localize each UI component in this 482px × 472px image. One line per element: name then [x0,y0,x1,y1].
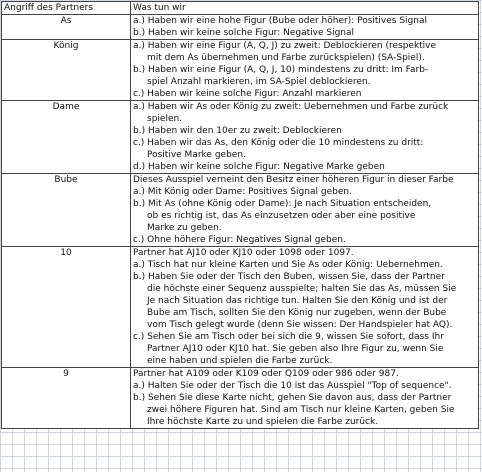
response-line: a.) Halten Sie oder der Tisch die 10 ist das Ausspiel "Top of sequence". [133,381,452,391]
response-line: zwei höhere Figuren hat. Sind am Tisch nur kleine Karten, geben Sie [147,405,455,415]
header-cell-partner-lead[interactable]: Angriff des Partners [2,2,131,15]
response-cell[interactable] [131,40,479,101]
response-line: b.) Haben wir eine Figur (A, Q, J, 10) mindestens zu dritt: Im Farb- [133,65,429,75]
response-line: Marke zu geben. [147,223,222,233]
response-line: Positive Marke geben. [147,150,246,160]
lead-card-cell[interactable]: Bube [2,174,131,247]
response-line: c.) Ohne höhere Figur: Negatives Signal geben. [133,235,346,245]
response-line: b.) Mit As (ohne König oder Dame): Je nach Situation entscheiden, [133,199,432,209]
response-cell[interactable] [131,101,479,174]
response-line: b.) Haben wir den 10er zu zweit: Deblockieren [133,126,342,136]
response-cell[interactable] [131,368,479,429]
table-row [2,174,479,247]
response-line: spielen. [147,114,183,124]
response-line: c.) Haben wir das As, den König oder die 10 mindestens zu dritt: [133,138,424,148]
response-line: a.) Mit König oder Dame: Positives Signal geben. [133,187,352,197]
response-line: spiel Anzahl markieren, im SA-Spiel deblockieren. [147,77,371,87]
lead-signal-table [1,1,479,429]
response-line: a.) Haben wir eine Figur (A, Q, J) zu zweit: Deblockieren (respektive [133,41,437,51]
response-line: b.) Haben Sie oder der Tisch den Buben, wissen Sie, dass der Partner [133,272,445,282]
response-line: Je nach Situation das richtige tun. Halten Sie den König und ist der [147,296,448,306]
lead-card-cell[interactable]: 9 [2,368,131,429]
lead-card-cell[interactable]: 10 [2,247,131,368]
lead-card-cell[interactable]: König [2,40,131,101]
response-line: a.) Tisch hat nur kleine Karten und Sie As oder König: Uebernehmen. [133,260,443,270]
response-cell[interactable] [131,15,479,40]
response-line: c.) Sehen Sie am Tisch oder bei sich die 9, wissen Sie sofort, dass Ihr [133,332,444,342]
lead-card-cell[interactable]: Dame [2,101,131,174]
response-line: Ihre höchste Karte zu und spielen die Farbe zurück. [147,417,379,427]
response-line: eine haben und spielen die Farbe zurück. [147,356,333,366]
table-row [2,368,479,429]
response-cell[interactable] [131,174,479,247]
response-line: Partner AJ10 oder KJ10 hat. Sie geben also Ihre Figur zu, wenn Sie [147,344,444,354]
table-row [2,15,479,40]
lead-card-cell[interactable]: As [2,15,131,40]
response-line: Partner hat AJ10 oder KJ10 oder 1098 oder 1097. [133,248,354,258]
response-line: b.) Sehen Sie diese Karte nicht, gehen Sie davon aus, dass der Partner [133,393,452,403]
response-line: c.) Haben wir keine solche Figur: Anzahl markieren [133,89,362,99]
response-line: Dieses Ausspiel verneint den Besitz einer höheren Figur in dieser Farbe [133,175,454,185]
response-line: b.) Haben wir keine solche Figur: Negative Signal [133,28,355,38]
response-line: a.) Haben wir eine hohe Figur (Bube oder höher): Positives Signal [133,16,427,26]
response-line: vom Tisch gelegt wurde (denn Sie wissen: Der Handspieler hat AQ). [147,320,453,330]
table-row [2,101,479,174]
response-line: d.) Haben wir keine solche Figur: Negative Marke geben [133,162,385,172]
response-line: a.) Haben wir As oder König zu zweit: Uebernehmen und Farbe zurück [133,102,449,112]
response-line: Partner hat A109 oder K109 oder Q109 oder 986 oder 987. [133,369,399,379]
response-cell[interactable] [131,247,479,368]
response-line: mit dem As übernehmen und Farbe zurückspielen) (SA-Spiel). [147,53,425,63]
table-row [2,40,479,101]
header-row [2,2,479,15]
table-row [2,247,479,368]
response-line: die höchste einer Sequenz ausspielte; halten Sie das As, müssen Sie [147,284,457,294]
response-line: ob es richtig ist, das As einzusetzen oder aber eine positive [147,211,416,221]
header-cell-what-we-do[interactable]: Was tun wir [131,2,479,15]
response-line: Bube am Tisch, sollten Sie den König nur zugeben, wenn der Bube [147,308,447,318]
